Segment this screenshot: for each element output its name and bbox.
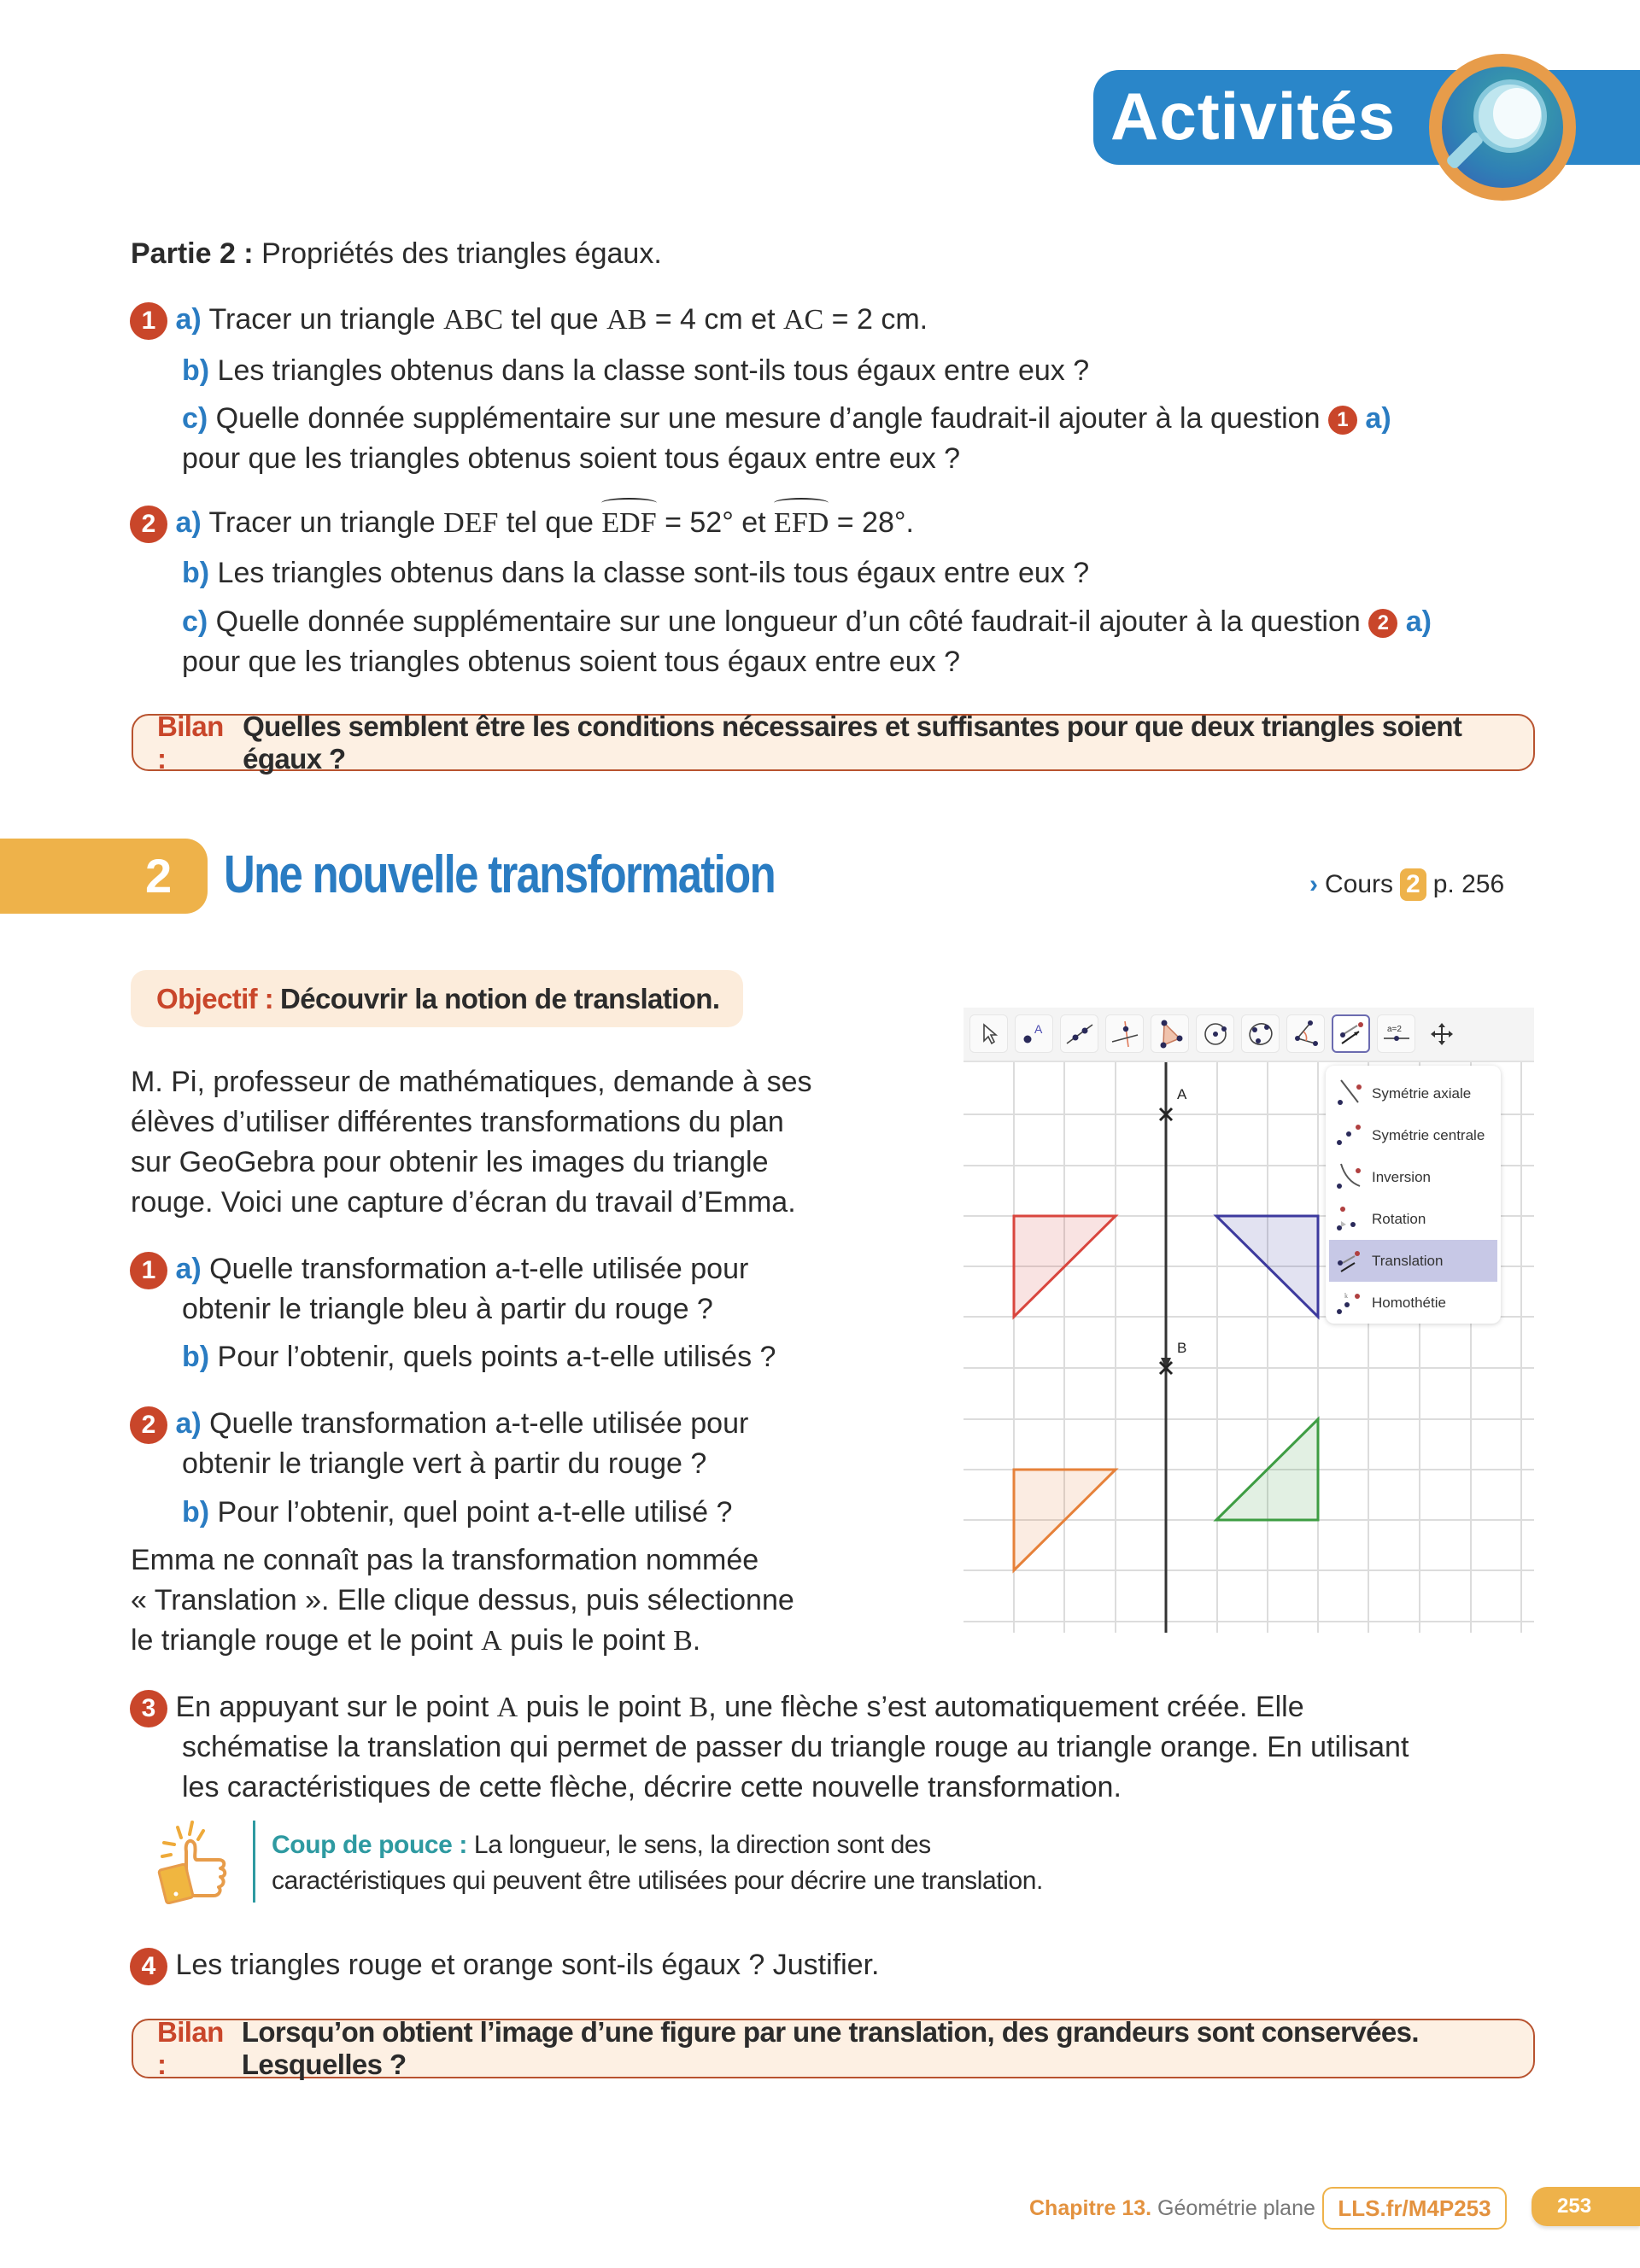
math: B bbox=[688, 1692, 709, 1723]
reflect-line-icon bbox=[1332, 1077, 1368, 1111]
text: Les triangles obtenus dans la classe sont-ils tous égaux entre eux ? bbox=[209, 557, 1090, 589]
q3-line: schématise la translation qui permet de passer du triangle rouge au triangle orange. En utilisant bbox=[182, 1731, 1409, 1763]
sub-label: b) bbox=[182, 557, 210, 589]
menu-item-homothetie[interactable] bbox=[1329, 1282, 1497, 1324]
cours-number: 2 bbox=[1400, 868, 1426, 901]
math: B bbox=[673, 1625, 693, 1657]
circle-three-points-icon[interactable] bbox=[1241, 1014, 1280, 1053]
text: Quelle transformation a-t-elle utilisée pour bbox=[201, 1253, 749, 1285]
s2-q2-b bbox=[182, 1492, 732, 1533]
point-a-label: A bbox=[1177, 1086, 1187, 1102]
bilan-text: Quelles semblent être les conditions nécessaires et suffisantes pour que deux triangles soient égaux ? bbox=[243, 710, 1462, 775]
intro-line: M. Pi, professeur de mathématiques, demande à ses bbox=[131, 1066, 812, 1098]
menu-item-label: Rotation bbox=[1372, 1210, 1426, 1227]
objectif-text: Découvrir la notion de translation. bbox=[280, 982, 720, 1014]
bilan-text: Lorsqu’on obtient l’image d’une figure par une translation, des grandeurs sont conservées. Lesquelles ? bbox=[241, 2016, 1419, 2080]
footer-chapter bbox=[1029, 2187, 1315, 2230]
angle-icon[interactable] bbox=[1286, 1014, 1325, 1053]
text: , une flèche s’est automatiquement créée. Elle bbox=[708, 1691, 1304, 1723]
s2-q2-a bbox=[130, 1403, 748, 1444]
s2-q1-a-line2: obtenir le triangle bleu à partir du rouge ? bbox=[182, 1293, 713, 1325]
sub-label: b) bbox=[182, 354, 210, 387]
math: A bbox=[481, 1625, 502, 1657]
sub-label: a) bbox=[1365, 402, 1391, 435]
sub-label: a) bbox=[175, 506, 202, 539]
translation-tool-button[interactable] bbox=[1332, 1014, 1370, 1053]
footer-link[interactable]: LLS.fr/M4P253 bbox=[1322, 2187, 1507, 2230]
translation-icon bbox=[1337, 1020, 1366, 1049]
section-number-banner bbox=[0, 839, 208, 914]
bilan-label: Bilan : bbox=[157, 710, 224, 775]
slider-icon[interactable] bbox=[1377, 1014, 1415, 1053]
s2-q4 bbox=[130, 1944, 880, 1985]
polygon-icon[interactable] bbox=[1151, 1014, 1189, 1053]
intro-line: rouge. Voici une capture d’écran du travail d’Emma. bbox=[131, 1186, 796, 1219]
sub-label: b) bbox=[182, 1341, 210, 1373]
page-number: 253 bbox=[1532, 2187, 1640, 2226]
text: Quelle donnée supplémentaire sur une mesure d’angle faudrait-il ajouter à la question bbox=[208, 402, 1328, 435]
part2-heading bbox=[131, 233, 662, 274]
emma-line: « Translation ». Elle clique dessus, puis sélectionne bbox=[131, 1584, 794, 1616]
bilan-label: Bilan : bbox=[157, 2016, 224, 2080]
cours-link[interactable] bbox=[1309, 868, 1504, 902]
s2-q1-a bbox=[130, 1248, 748, 1289]
question-ref-badge: 1 bbox=[1328, 406, 1357, 435]
question-number-badge: 1 bbox=[130, 1252, 167, 1289]
text: = 2 cm. bbox=[823, 303, 928, 336]
cours-page: p. 256 bbox=[1432, 870, 1505, 898]
point-b-label: B bbox=[1177, 1340, 1187, 1356]
q3-line bbox=[130, 1687, 1304, 1727]
question-ref-badge: 2 bbox=[1368, 609, 1397, 638]
sub-label: a) bbox=[175, 303, 202, 336]
math: AC bbox=[783, 304, 824, 336]
s2-q3 bbox=[130, 1687, 1304, 1727]
menu-item-symetrie-centrale[interactable] bbox=[1329, 1114, 1497, 1156]
perpendicular-line-icon[interactable] bbox=[1105, 1014, 1144, 1053]
text: Les triangles rouge et orange sont-ils égaux ? Justifier. bbox=[175, 1949, 880, 1981]
chevron-right-icon: › bbox=[1309, 870, 1318, 898]
math: DEF bbox=[443, 507, 499, 539]
p2-q1-a bbox=[130, 299, 928, 341]
menu-item-label: Symétrie centrale bbox=[1372, 1126, 1485, 1143]
angle-efd: EFD bbox=[774, 503, 829, 544]
move-arrow-icon[interactable] bbox=[969, 1014, 1008, 1053]
objectif-label: Objectif : bbox=[156, 982, 274, 1014]
menu-item-label: Translation bbox=[1372, 1252, 1444, 1269]
coup-line: caractéristiques qui peuvent être utilisées pour décrire une translation. bbox=[272, 1867, 1043, 1895]
p2-q2-c-line2: pour que les triangles obtenus soient tous égaux entre eux ? bbox=[182, 646, 961, 678]
text: = 28°. bbox=[829, 506, 914, 539]
menu-item-symetrie-axiale[interactable] bbox=[1329, 1073, 1497, 1114]
sub-label: c) bbox=[182, 605, 208, 638]
text: En appuyant sur le point bbox=[175, 1691, 497, 1723]
part2-label: Partie 2 : bbox=[131, 237, 254, 270]
section-title: Une nouvelle transformation bbox=[224, 845, 775, 904]
move-graphics-icon[interactable] bbox=[1422, 1014, 1461, 1053]
intro-line: élèves d’utiliser différentes transformations du plan bbox=[131, 1106, 784, 1138]
text: puis le point bbox=[518, 1691, 689, 1723]
text: Quelle transformation a-t-elle utilisée pour bbox=[201, 1407, 749, 1440]
question-number-badge: 2 bbox=[130, 506, 167, 543]
dilation-icon bbox=[1332, 1286, 1368, 1320]
p2-q2-c bbox=[182, 601, 1432, 642]
question-number-badge: 2 bbox=[130, 1406, 167, 1444]
text: Pour l’obtenir, quels points a-t-elle utilisés ? bbox=[209, 1341, 776, 1373]
sub-label: b) bbox=[182, 1496, 210, 1529]
text: Tracer un triangle bbox=[201, 303, 444, 336]
emma-paragraph bbox=[131, 1540, 794, 1661]
p2-q2-b bbox=[182, 552, 1089, 593]
emma-line: Emma ne connaît pas la transformation nommée bbox=[131, 1544, 759, 1576]
p2-q2-a bbox=[130, 502, 914, 544]
text: le triangle rouge et le point bbox=[131, 1624, 482, 1657]
text: = 52° et bbox=[656, 506, 775, 539]
text: Pour l’obtenir, quel point a-t-elle utilisé ? bbox=[209, 1496, 733, 1529]
menu-item-label: Symétrie axiale bbox=[1372, 1084, 1472, 1102]
text: tel que bbox=[498, 506, 602, 539]
svg-text:a=2: a=2 bbox=[1386, 1024, 1402, 1034]
menu-item-label: Homothétie bbox=[1372, 1294, 1446, 1311]
bilan-box-part2 bbox=[132, 710, 1535, 775]
intro-line: sur GeoGebra pour obtenir les images du triangle bbox=[131, 1146, 769, 1178]
thumbs-up-icon bbox=[154, 1817, 239, 1904]
menu-item-rotation[interactable] bbox=[1329, 1198, 1497, 1240]
question-number-badge: 1 bbox=[130, 302, 167, 340]
angle-edf: EDF bbox=[601, 503, 656, 544]
coup-de-pouce-divider bbox=[253, 1821, 255, 1903]
menu-item-inversion[interactable] bbox=[1329, 1156, 1497, 1198]
geogebra-screenshot bbox=[964, 1008, 1534, 1633]
translation-icon bbox=[1332, 1244, 1368, 1278]
q3-line: les caractéristiques de cette flèche, décrire cette nouvelle transformation. bbox=[182, 1771, 1122, 1803]
text: . bbox=[692, 1624, 701, 1657]
svg-text:k: k bbox=[1344, 1291, 1348, 1300]
part2-title: Propriétés des triangles égaux. bbox=[253, 237, 662, 270]
text: Tracer un triangle bbox=[201, 506, 444, 539]
sub-label: a) bbox=[175, 1407, 202, 1440]
text: La longueur, le sens, la direction sont des bbox=[467, 1831, 931, 1859]
point-icon[interactable] bbox=[1015, 1014, 1053, 1053]
text: = 4 cm et bbox=[647, 303, 783, 336]
svg-text:A: A bbox=[1034, 1021, 1042, 1036]
chapter-label: Chapitre 13. bbox=[1029, 2196, 1152, 2220]
page-title: Activités bbox=[1110, 79, 1397, 154]
question-number-badge: 3 bbox=[130, 1690, 167, 1727]
p2-q1-c-line2: pour que les triangles obtenus soient tous égaux entre eux ? bbox=[182, 442, 961, 475]
math: A bbox=[496, 1692, 518, 1723]
s2-q1-b bbox=[182, 1336, 776, 1377]
line-icon[interactable] bbox=[1060, 1014, 1098, 1053]
text: Quelle donnée supplémentaire sur une longueur d’un côté faudrait-il ajouter à la question bbox=[208, 605, 1369, 638]
coup-line bbox=[272, 1827, 1043, 1863]
math: AB bbox=[606, 304, 647, 336]
p2-q1-b bbox=[182, 350, 1089, 391]
section-number: 2 bbox=[145, 849, 173, 903]
text: Les triangles obtenus dans la classe sont-ils tous égaux entre eux ? bbox=[209, 354, 1090, 387]
math: ABC bbox=[443, 304, 504, 336]
coup-de-pouce-text bbox=[272, 1827, 1043, 1899]
s2-q3-rest bbox=[182, 1727, 1409, 1808]
s2-q2-a-line2: obtenir le triangle vert à partir du rouge ? bbox=[182, 1447, 707, 1480]
magnifier-shine bbox=[1493, 88, 1541, 139]
inversion-icon bbox=[1332, 1160, 1368, 1195]
geogebra-toolbar bbox=[964, 1008, 1534, 1062]
transformations-dropdown-menu bbox=[1326, 1066, 1501, 1324]
text: tel que bbox=[503, 303, 607, 336]
chapter-title: Géométrie plane bbox=[1151, 2196, 1315, 2220]
rotation-icon bbox=[1332, 1202, 1368, 1236]
sub-label: a) bbox=[1405, 605, 1432, 638]
objectif-box bbox=[131, 970, 743, 1027]
intro-paragraph bbox=[131, 1062, 812, 1223]
menu-item-translation[interactable] bbox=[1329, 1240, 1497, 1282]
text: puis le point bbox=[501, 1624, 674, 1657]
emma-line bbox=[131, 1621, 794, 1661]
reflect-point-icon bbox=[1332, 1119, 1368, 1153]
circle-center-point-icon[interactable] bbox=[1196, 1014, 1234, 1053]
p2-q1-c bbox=[182, 398, 1391, 439]
coup-de-pouce-label: Coup de pouce : bbox=[272, 1831, 467, 1859]
sub-label: c) bbox=[182, 402, 208, 435]
menu-item-label: Inversion bbox=[1372, 1168, 1431, 1185]
question-number-badge: 4 bbox=[130, 1948, 167, 1985]
cours-label: Cours bbox=[1325, 870, 1394, 898]
bilan-box-section2 bbox=[132, 2016, 1535, 2080]
sub-label: a) bbox=[175, 1253, 202, 1285]
